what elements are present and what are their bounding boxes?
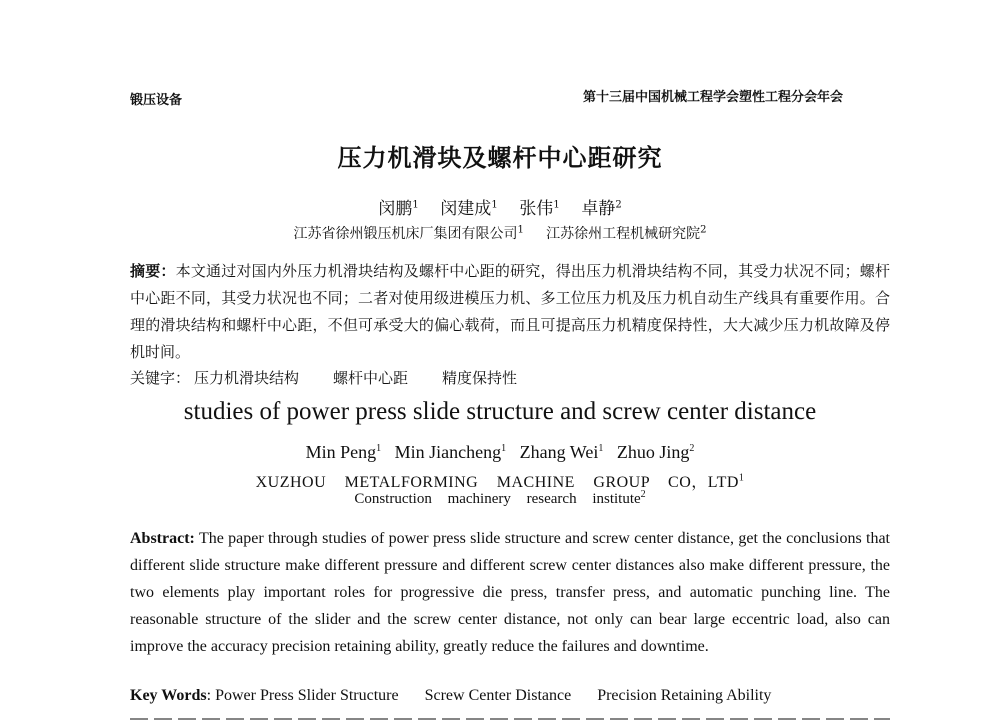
paper-title-en: studies of power press slide structure and screw center distance [183, 398, 817, 425]
keyword-en: Precision Retaining Ability [597, 687, 772, 704]
abstract-en [130, 525, 890, 660]
affiliation-cn: 江苏省徐州锻压机床厂集团有限公司$^1$ [293, 224, 524, 242]
abstract-en-text: The paper through studies of power press slide structure and screw center distance, get the conclusions that different slide structure make different pressure and different screw center distances also make different pressure, the two elements play important roles for progressive die press, transfer press, and automatic punching line. The reasonable structure of the slider and the screw center distance, not only can bear large eccentric load, also can improve the accuracy precision retaining ability, greatly reduce the failures and downtime. [130, 530, 890, 655]
author-en: Min Peng$^1$ [305, 442, 382, 462]
keyword-cn: 螺杆中心距 [333, 369, 409, 387]
keyword-en: Power Press Slider Structure [215, 687, 399, 704]
abstract-cn-label: 摘要： [130, 262, 176, 280]
affiliation-list-cn [0, 223, 1000, 243]
author-cn: 闵建成$^1$ [440, 199, 498, 219]
abstract-cn [130, 258, 890, 366]
keyword-en: Screw Center Distance [424, 687, 572, 704]
affiliation-en-2: Construction machinery research institute$^2$ [354, 489, 646, 507]
keywords-en: Key Words: Power Press Slider Structure Screw Center Distance Precision Retaining Ability [130, 682, 890, 709]
abstract-en-label: Abstract: [130, 530, 195, 547]
keywords-cn [130, 365, 890, 392]
affiliation-en-1: XUZHOU METALFORMING MACHINE GROUP CO，LTD$^1$ [255, 472, 745, 491]
author-list-en [0, 442, 1000, 463]
running-header-left: 锻压设备 [130, 93, 183, 108]
author-en: Min Jiancheng$^1$ [394, 442, 507, 462]
running-header-right: 第十三届中国机械工程学会塑性工程分会年会 [583, 90, 844, 105]
cut-off-next-line [130, 718, 890, 720]
author-cn: 卓静$^2$ [581, 199, 622, 219]
author-cn: 闵鹏$^1$ [378, 199, 419, 219]
affiliation-cn: 江苏徐州工程机械研究院$^2$ [546, 224, 707, 242]
keywords-cn-label: 关键字： [130, 369, 191, 387]
abstract-cn-text: 本文通过对国内外压力机滑块结构及螺杆中心距的研究，得出压力机滑块结构不同，其受力状况不同；螺杆中心距不同，其受力状况也不同；二者对使用级进模压力机、多工位压力机及压力机自动生产线具有重要作用。合理的滑块结构和螺杆中心距，不但可承受大的偏心载荷，而且可提高压力机精度保持性，大大减少压力机故障及停机时间。 [130, 262, 890, 361]
author-cn: 张伟$^1$ [519, 199, 560, 219]
keyword-cn: 精度保持性 [442, 369, 518, 387]
author-en: Zhuo Jing$^2$ [616, 442, 695, 462]
paper-title-cn: 压力机滑块及螺杆中心距研究 [337, 143, 663, 172]
author-list-cn [0, 194, 1000, 219]
author-en: Zhang Wei$^1$ [519, 442, 604, 462]
keyword-cn: 压力机滑块结构 [194, 369, 300, 387]
keywords-en-label: Key Words [130, 687, 207, 704]
